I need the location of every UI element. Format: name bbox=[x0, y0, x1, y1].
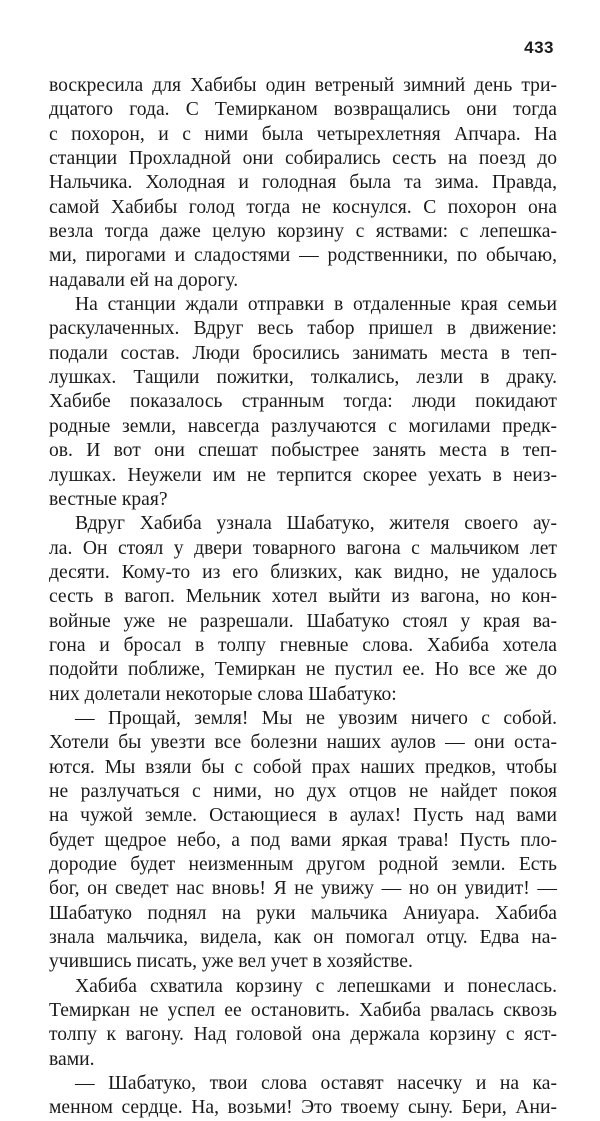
text-line: ов. И вот они спешат побыстрее занять места в теп- bbox=[49, 440, 557, 462]
text-line: на чужой земле. Остающиеся в аулах! Пусть над вами bbox=[49, 805, 557, 827]
book-page-text bbox=[49, 74, 557, 1121]
text-line: учившись писать, уже вел учет в хозяйстве. bbox=[49, 951, 413, 973]
text-line: не разлучаться с ними, но дух отцов не найдет покоя bbox=[49, 780, 557, 802]
text-line: подали состав. Люди бросились занимать места в теп- bbox=[49, 342, 557, 364]
text-line: дородие будет неизменным другом родной земли. Есть bbox=[49, 854, 557, 875]
text-line: Вдруг Хабиба узнала Шабатуко, жителя своего ау- bbox=[75, 513, 557, 535]
text-line: родные земли, навсегда разлучаются с могилами предк- bbox=[49, 415, 557, 437]
text-line: них долетали некоторые слова Шабатуко: bbox=[49, 683, 397, 705]
text-line: менном сердце. На, возьми! Это твоему сыну. Бери, Ани- bbox=[49, 1097, 557, 1119]
text-line: подойти поближе, Темиркан не пустил ее. Но все же до bbox=[49, 659, 557, 681]
text-line: дцатого года. С Темирканом возвращались они тогда bbox=[49, 99, 557, 121]
text-line: везла тогда даже целую корзину с яствами: с лепешка- bbox=[49, 221, 557, 243]
text-line: Хабибе показалось странным тогда: люди покидают bbox=[49, 391, 557, 413]
text-line: воскресила для Хабибы один ветреный зимний день три- bbox=[49, 75, 557, 96]
text-line: — Шабатуко, твои слова оставят насечку и на ка- bbox=[75, 1073, 557, 1095]
text-line: сесть в вагоп. Мельник хотел выйти из вагона, но кон- bbox=[49, 586, 557, 608]
text-line: вами. bbox=[49, 1048, 95, 1070]
text-line: будет щедрое небо, а под вами яркая трава! Пусть пло- bbox=[49, 829, 557, 851]
text-line: вестные края? bbox=[49, 488, 168, 510]
text-line: Хотели бы увезти все болезни наших аулов — они оста- bbox=[49, 732, 557, 754]
paragraph bbox=[49, 707, 557, 975]
paragraph bbox=[49, 512, 557, 707]
text-line: Темиркан не успел ее остановить. Хабиба рвалась сквозь bbox=[49, 1000, 557, 1022]
text-line: бог, он сведет нас вновь! Я не увижу — но он увидит! — bbox=[49, 878, 557, 900]
paragraph bbox=[49, 975, 557, 1072]
text-line: Шабатуко поднял на руки мальчика Аниуара. Хабиба bbox=[49, 902, 557, 924]
text-line: ла. Он стоял у двери товарного вагона с мальчиком лет bbox=[49, 537, 557, 559]
text-line: станции Прохладной они собирались сесть на поезд до bbox=[49, 148, 557, 170]
paragraph bbox=[49, 293, 557, 512]
text-line: гона и бросал в толпу гневные слова. Хабиба хотела bbox=[49, 634, 557, 656]
text-line: надавали ей на дорогу. bbox=[49, 269, 239, 291]
text-line: войные уже не разрешали. Шабатуко стоял у края ва- bbox=[49, 610, 557, 632]
page-number: 433 bbox=[524, 38, 554, 57]
text-line: десяти. Кому-то из его близких, как видно, не удалось bbox=[49, 561, 557, 583]
text-line: ми, пирогами и сладостями — родственники, по обычаю, bbox=[49, 245, 557, 267]
text-line: раскулаченных. Вдруг весь табор пришел в движение: bbox=[49, 318, 557, 340]
paragraph bbox=[49, 74, 557, 293]
paragraph bbox=[49, 1072, 557, 1121]
text-line: Хабиба схватила корзину с лепешками и понеслась. bbox=[75, 975, 557, 997]
text-line: — Прощай, земля! Мы не увозим ничего с собой. bbox=[75, 707, 557, 729]
text-line: лушках. Тащили пожитки, толкались, лезли в драку. bbox=[49, 367, 557, 389]
text-line: Нальчика. Холодная и голодная была та зима. Правда, bbox=[49, 172, 557, 194]
text-line: с похорон, и с ними была четырехлетняя Апчара. На bbox=[49, 123, 557, 145]
text-line: знала мальчика, видела, как он помогал отцу. Едва на- bbox=[49, 927, 557, 949]
text-line: самой Хабибы голод тогда не коснулся. С похорон она bbox=[49, 196, 557, 218]
text-line: толпу к вагону. Над головой она держала корзину с яст- bbox=[49, 1024, 557, 1046]
text-line: лушках. Неужели им не терпится скорее уехать в неиз- bbox=[49, 464, 557, 486]
text-line: ются. Мы взяли бы с собой прах наших предков, чтобы bbox=[49, 756, 557, 778]
text-line: На станции ждали отправки в отдаленные края семьи bbox=[75, 294, 557, 316]
